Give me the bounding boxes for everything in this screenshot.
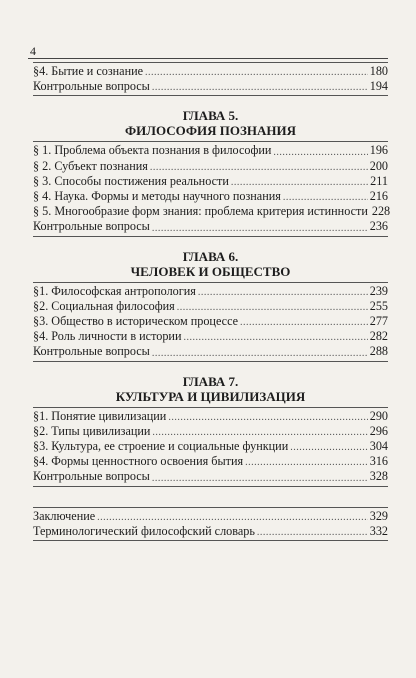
chapter-title: ЧЕЛОВЕК И ОБЩЕСТВО bbox=[130, 263, 291, 279]
toc-entry-page: 288 bbox=[369, 344, 388, 359]
chapter-entries bbox=[33, 141, 391, 236]
chapter-7 bbox=[33, 374, 388, 487]
header-rule bbox=[28, 58, 388, 59]
toc-entry-page: 304 bbox=[369, 439, 388, 454]
toc-entry-title: Заключение bbox=[33, 508, 96, 523]
toc-entry-title: §2. Типы цивилизации bbox=[33, 423, 151, 438]
toc-entry[interactable] bbox=[33, 204, 391, 219]
chapter-title: КУЛЬТУРА И ЦИВИЛИЗАЦИЯ bbox=[115, 388, 306, 404]
toc-entry-title: §4. Бытие и сознание bbox=[33, 64, 144, 78]
toc-entry-page: 329 bbox=[369, 508, 388, 523]
dot-leader bbox=[145, 64, 368, 79]
chapter-title: ФИЛОСОФИЯ ПОЗНАНИЯ bbox=[124, 123, 296, 139]
toc-entry-page: 228 bbox=[371, 204, 391, 219]
toc-entry-title: §2. Социальная философия bbox=[33, 298, 175, 313]
chapter-label: ГЛАВА 6. bbox=[182, 248, 239, 264]
dot-leader bbox=[97, 509, 368, 524]
toc-entry[interactable] bbox=[33, 409, 388, 424]
toc-entry-page: 290 bbox=[369, 408, 388, 423]
dot-leader bbox=[198, 284, 368, 299]
toc-entry[interactable] bbox=[33, 284, 388, 299]
toc-entry[interactable] bbox=[33, 344, 388, 359]
toc-entry-title: § 4. Наука. Формы и методы научного познания bbox=[33, 189, 281, 204]
toc-entry-title: Контрольные вопросы bbox=[33, 344, 150, 359]
toc-entry-page: 328 bbox=[369, 469, 388, 484]
toc-entry-page: 216 bbox=[369, 189, 388, 204]
toc-entry[interactable] bbox=[33, 469, 388, 484]
dot-leader bbox=[152, 79, 368, 94]
dot-leader bbox=[183, 329, 367, 344]
dot-leader bbox=[240, 314, 368, 329]
toc-entry-page: 211 bbox=[370, 173, 388, 188]
toc-entry-title: § 5. Многообразие форм знания: проблема критерия истинности bbox=[33, 204, 368, 219]
toc-entry[interactable] bbox=[33, 314, 388, 329]
dot-leader bbox=[152, 470, 368, 485]
toc-entry-page: 277 bbox=[369, 314, 388, 329]
toc-entry-title: §4. Формы ценностного освоения бытия bbox=[33, 454, 244, 469]
dot-leader bbox=[245, 454, 368, 469]
chapter-entries bbox=[33, 407, 388, 487]
dot-leader bbox=[168, 409, 367, 424]
toc-entry-page: 255 bbox=[369, 298, 388, 313]
dot-leader bbox=[152, 424, 367, 439]
toc-entry[interactable] bbox=[33, 174, 388, 189]
chapter-label: ГЛАВА 5. bbox=[182, 108, 239, 124]
dot-leader bbox=[257, 524, 368, 539]
dot-leader bbox=[177, 299, 368, 314]
toc-entry-title: Контрольные вопросы bbox=[33, 79, 150, 94]
toc-entry-page: 332 bbox=[369, 523, 388, 538]
toc-entry[interactable] bbox=[33, 439, 388, 454]
toc-entry-title: Контрольные вопросы bbox=[33, 219, 150, 234]
toc-entry[interactable] bbox=[33, 143, 388, 158]
closing-entries bbox=[33, 507, 388, 541]
toc-entry-page: 316 bbox=[369, 454, 388, 469]
toc-entry-page: 196 bbox=[369, 143, 388, 158]
chapter-4-tail bbox=[33, 62, 388, 96]
toc-entry[interactable] bbox=[33, 424, 388, 439]
toc-entry[interactable] bbox=[33, 299, 388, 314]
dot-leader bbox=[231, 174, 368, 189]
toc-entry-title: §3. Общество в историческом процессе bbox=[33, 314, 239, 329]
toc-entry-page: 282 bbox=[369, 329, 388, 344]
dot-leader bbox=[152, 345, 368, 360]
dot-leader bbox=[152, 220, 368, 235]
toc-entry-title: Терминологический философский словарь bbox=[33, 523, 255, 538]
table-of-contents bbox=[33, 62, 391, 541]
toc-entry[interactable] bbox=[33, 79, 388, 94]
dot-leader bbox=[290, 439, 368, 454]
dot-leader bbox=[283, 189, 368, 204]
chapter-label: ГЛАВА 7. bbox=[182, 373, 239, 389]
toc-entry-title: §4. Роль личности в истории bbox=[33, 329, 182, 344]
toc-entry-title: § 2. Субъект познания bbox=[33, 158, 148, 173]
chapter-entries bbox=[33, 282, 388, 362]
toc-entry-title: § 1. Проблема объекта познания в философии bbox=[33, 143, 272, 158]
toc-entry[interactable] bbox=[33, 454, 388, 469]
toc-entry[interactable] bbox=[33, 329, 388, 344]
toc-entry-page: 239 bbox=[369, 283, 388, 298]
toc-entry[interactable] bbox=[33, 524, 388, 539]
toc-entry[interactable] bbox=[33, 219, 388, 234]
toc-entry-title: §3. Культура, ее строение и социальные функции bbox=[33, 439, 289, 454]
chapter-5 bbox=[33, 108, 391, 236]
chapter-6 bbox=[33, 249, 388, 362]
toc-entry[interactable] bbox=[33, 64, 388, 79]
toc-entry-page: 200 bbox=[369, 158, 388, 173]
dot-leader bbox=[273, 144, 367, 159]
toc-entry-page: 180 bbox=[369, 64, 388, 78]
toc-entry-page: 296 bbox=[369, 423, 388, 438]
toc-entry-page: 194 bbox=[369, 79, 388, 94]
toc-entry[interactable] bbox=[33, 189, 388, 204]
toc-entry[interactable] bbox=[33, 509, 388, 524]
toc-entry[interactable] bbox=[33, 159, 388, 174]
dot-leader bbox=[150, 159, 368, 174]
toc-entry-title: §1. Понятие цивилизации bbox=[33, 408, 167, 423]
page-number: 4 bbox=[30, 44, 36, 58]
toc-entry-title: Контрольные вопросы bbox=[33, 469, 150, 484]
toc-entry-title: § 3. Способы постижения реальности bbox=[33, 173, 229, 188]
toc-entry-page: 236 bbox=[369, 219, 388, 234]
toc-entry-title: §1. Философская антропология bbox=[33, 283, 196, 298]
